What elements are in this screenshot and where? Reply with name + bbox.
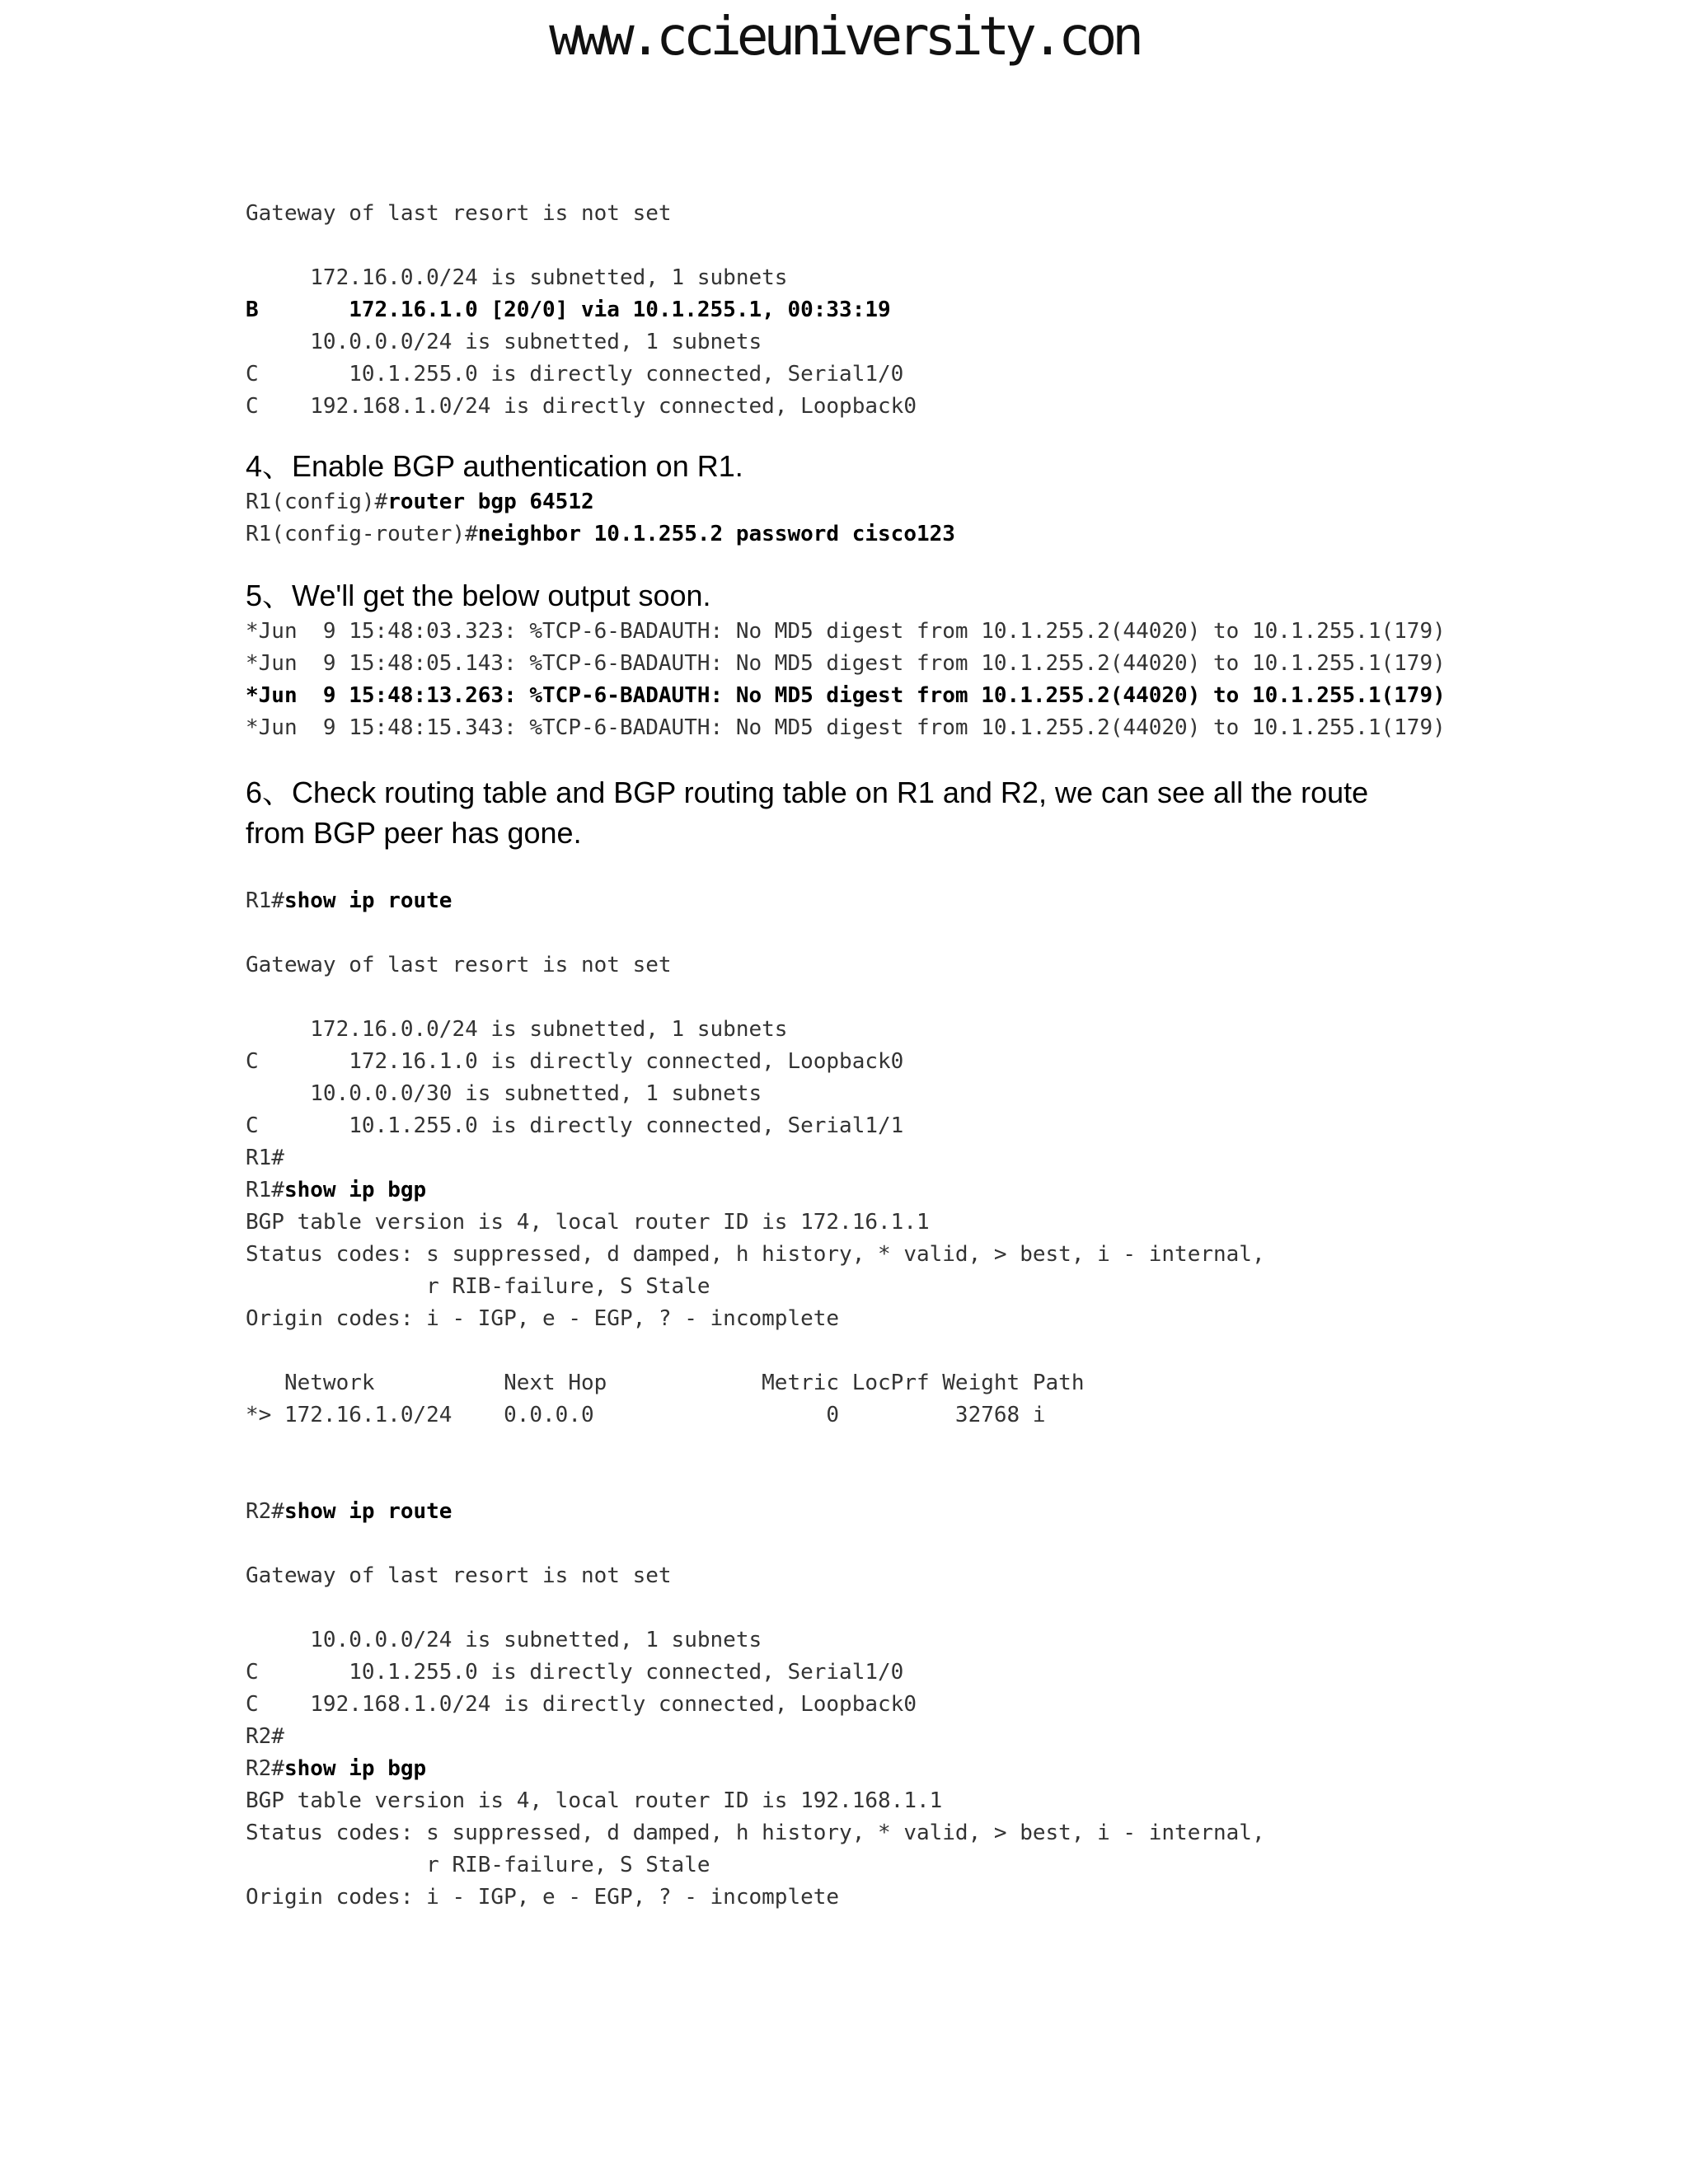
cli-command-line: [246, 885, 1680, 917]
step5-heading: 5、We'll get the below output soon.: [246, 579, 711, 612]
bgp-output-line: BGP table version is 4, local router ID is 172.16.1.1: [246, 1210, 930, 1235]
spacer: [246, 853, 1680, 885]
bgp-output-line: r RIB-failure, S Stale: [246, 1274, 710, 1299]
prompt: R1#: [246, 888, 284, 913]
gateway-line: Gateway of last resort is not set: [246, 1563, 672, 1588]
bgp-output-line: r RIB-failure, S Stale: [246, 1853, 710, 1877]
spacer: [246, 1335, 1680, 1367]
prompt: R1(config)#: [246, 490, 388, 514]
cli-command-line: [246, 1753, 1680, 1785]
route-line: C 10.1.255.0 is directly connected, Serial1/1: [246, 1113, 904, 1138]
route-line: C 10.1.255.0 is directly connected, Serial1/0: [246, 362, 904, 387]
route-line: C 192.168.1.0/24 is directly connected, Loopback0: [246, 1692, 917, 1717]
prompt-line: R1#: [246, 1146, 284, 1170]
route-line: 10.0.0.0/30 is subnetted, 1 subnets: [246, 1081, 762, 1106]
spacer: [246, 1464, 1680, 1496]
bgp-output-line: BGP table version is 4, local router ID is 192.168.1.1: [246, 1788, 943, 1813]
config-line: [246, 518, 1680, 551]
spacer: [246, 1432, 1680, 1464]
prompt: R2#: [246, 1756, 284, 1781]
prompt-line: R2#: [246, 1724, 284, 1749]
spacer: [246, 1592, 1680, 1624]
bgp-table-row: *> 172.16.1.0/24 0.0.0.0 0 32768 i: [246, 1403, 1046, 1427]
gateway-line: Gateway of last resort is not set: [246, 953, 672, 977]
command: show ip bgp: [284, 1178, 427, 1202]
route-line: 172.16.0.0/24 is subnetted, 1 subnets: [246, 1017, 788, 1042]
step4-heading: 4、Enable BGP authentication on R1.: [246, 449, 743, 483]
bgp-table-header: Network Next Hop Metric LocPrf Weight Path: [246, 1371, 1085, 1395]
spacer: [246, 982, 1680, 1014]
route-line: 10.0.0.0/24 is subnetted, 1 subnets: [246, 1628, 762, 1652]
bgp-output-line: Origin codes: i - IGP, e - EGP, ? - incomplete: [246, 1885, 840, 1910]
config-line: [246, 486, 1680, 518]
command: neighbor 10.1.255.2 password cisco123: [477, 522, 955, 546]
route-line: C 10.1.255.0 is directly connected, Serial1/0: [246, 1660, 904, 1685]
bgp-output-line: Origin codes: i - IGP, e - EGP, ? - incomplete: [246, 1306, 840, 1331]
log-line: *Jun 9 15:48:13.263: %TCP-6-BADAUTH: No MD5 digest from 10.1.255.2(44020) to 10.1.255.1(179): [246, 683, 1446, 708]
command: show ip bgp: [284, 1756, 427, 1781]
spacer: [246, 1528, 1680, 1560]
cli-command-line: [246, 1496, 1680, 1528]
log-line: *Jun 9 15:48:15.343: %TCP-6-BADAUTH: No MD5 digest from 10.1.255.2(44020) to 10.1.255.1(179): [246, 715, 1446, 740]
prompt: R2#: [246, 1499, 284, 1524]
command: show ip route: [284, 888, 452, 913]
spacer: [246, 917, 1680, 949]
route-line: 10.0.0.0/24 is subnetted, 1 subnets: [246, 330, 762, 354]
site-header: www.ccieuniversity.con: [549, 7, 1139, 68]
document-body: [246, 198, 1680, 1914]
route-line: B 172.16.1.0 [20/0] via 10.1.255.1, 00:33:19: [246, 298, 891, 322]
command: router bgp 64512: [387, 490, 594, 514]
prompt: R1#: [246, 1178, 284, 1202]
command: show ip route: [284, 1499, 452, 1524]
gateway-line: Gateway of last resort is not set: [246, 201, 672, 226]
bgp-output-line: Status codes: s suppressed, d damped, h history, * valid, > best, i - internal,: [246, 1821, 1265, 1845]
route-line: C 172.16.1.0 is directly connected, Loopback0: [246, 1049, 904, 1074]
step6-heading: 6、Check routing table and BGP routing table on R1 and R2, we can see all the route from BGP peer has gone.: [246, 776, 1369, 850]
bgp-output-line: Status codes: s suppressed, d damped, h history, * valid, > best, i - internal,: [246, 1242, 1265, 1267]
log-line: *Jun 9 15:48:05.143: %TCP-6-BADAUTH: No MD5 digest from 10.1.255.2(44020) to 10.1.255.1(179): [246, 651, 1446, 676]
spacer: [246, 230, 1680, 262]
route-line: C 192.168.1.0/24 is directly connected, Loopback0: [246, 394, 917, 419]
prompt: R1(config-router)#: [246, 522, 478, 546]
cli-command-line: [246, 1174, 1680, 1207]
route-line: 172.16.0.0/24 is subnetted, 1 subnets: [246, 265, 788, 290]
log-line: *Jun 9 15:48:03.323: %TCP-6-BADAUTH: No MD5 digest from 10.1.255.2(44020) to 10.1.255.1(179): [246, 619, 1446, 644]
